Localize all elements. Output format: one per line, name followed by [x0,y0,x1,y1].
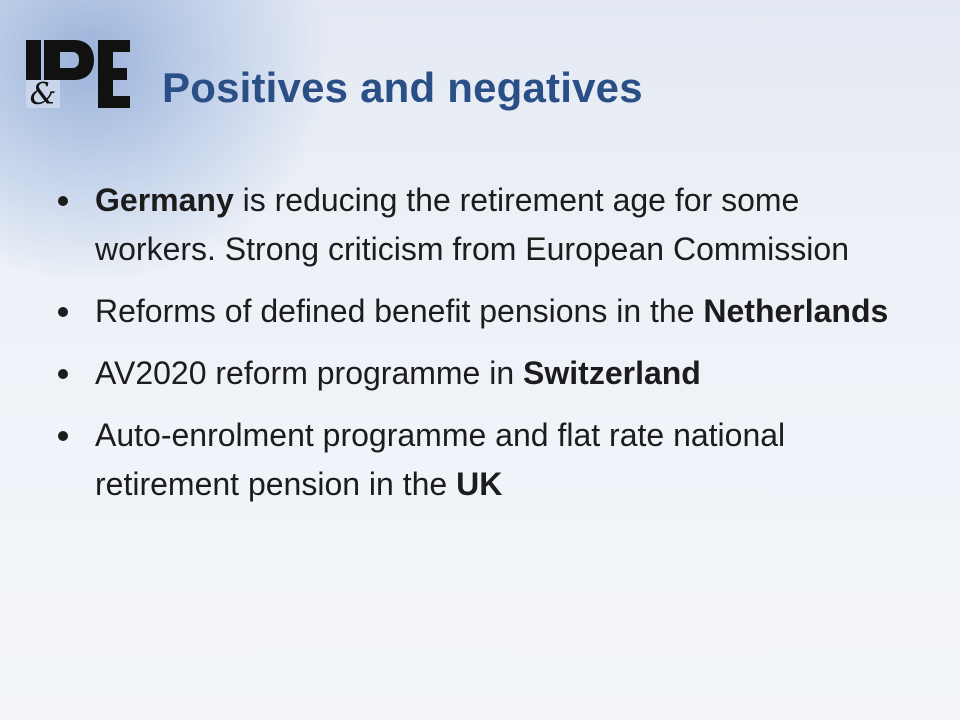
bullet-list [56,176,916,522]
bullet-text: Reforms of defined benefit pensions in the [95,293,704,329]
slide-title: Positives and negatives [162,64,643,111]
bullet-text-bold: Switzerland [523,355,701,391]
bullet-dot-icon [58,431,68,441]
bullet-text-bold: UK [456,466,503,502]
bullet-text-bold: Netherlands [703,293,889,329]
bullet-item [56,411,916,509]
bullet-dot-icon [58,196,68,206]
bullet-text: AV2020 reform programme in [95,355,524,391]
bullet-item [56,287,916,336]
bullet-item [56,349,916,398]
logo-ampersand: & [29,77,57,112]
bullet-item [56,176,916,274]
bullet-text-bold: Germany [95,182,234,218]
bullet-text: is reducing the retirement age for some workers. Strong criticism from European Commission [95,182,849,267]
ipe-logo [22,36,134,112]
bullet-dot-icon [58,307,68,317]
bullet-dot-icon [58,369,68,379]
ipe-logo-mark [22,36,134,112]
bullet-text: Auto-enrolment programme and flat rate national retirement pension in the [95,417,786,502]
